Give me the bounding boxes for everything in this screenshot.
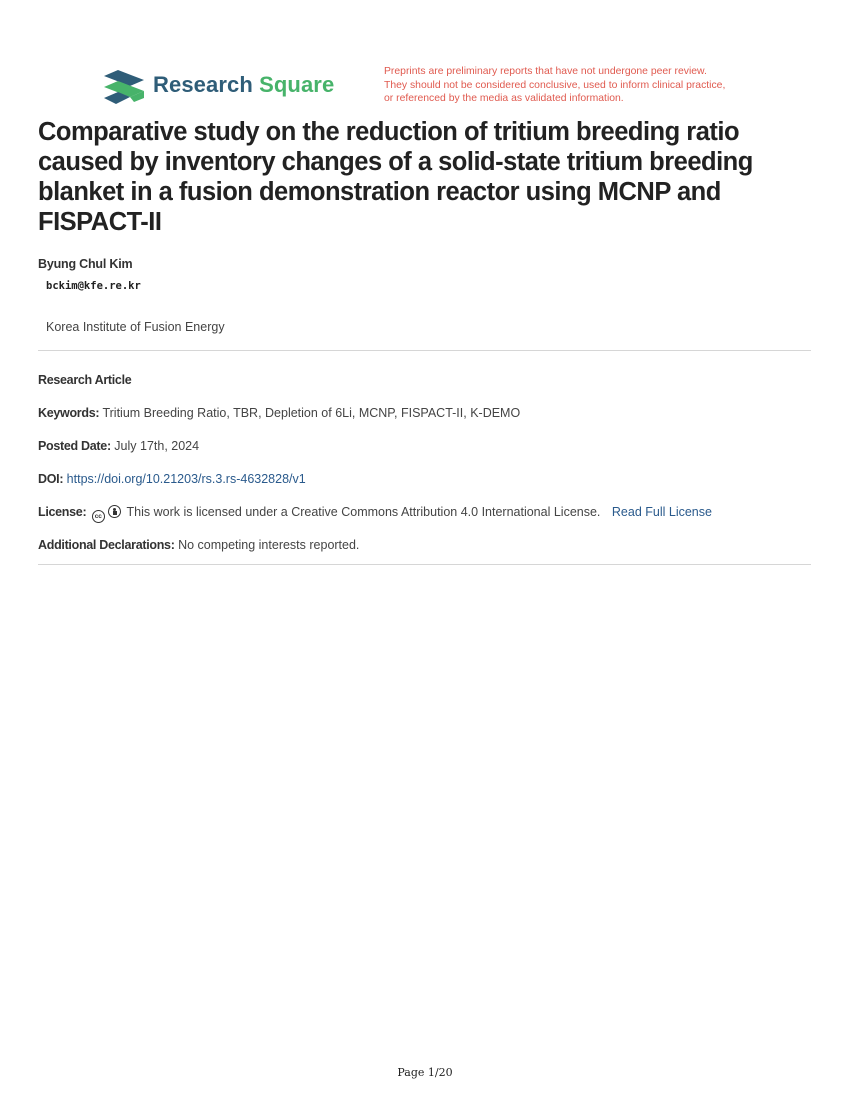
read-full-license-link[interactable]: Read Full License [611,505,712,519]
title-line: FISPACT-II [38,208,162,236]
declarations-row [38,538,359,552]
author-affiliation: Korea Institute of Fusion Energy [46,320,225,334]
article-type-label: Research Article [38,373,132,387]
disclaimer-line: They should not be considered conclusive, used to inform clinical practice, [384,79,726,91]
doi-link[interactable]: https://doi.org/10.21203/rs.3.rs-4632828/v1 [66,472,306,486]
article-title [38,117,808,237]
author-email[interactable]: bckim@kfe.re.kr [46,280,141,292]
title-line: blanket in a fusion demonstration reactor using MCNP and [38,178,721,206]
brand-research: Research [153,72,253,97]
header [0,0,850,110]
disclaimer-line: or referenced by the media as validated information. [384,93,624,105]
title-line: caused by inventory changes of a solid-state tritium breeding [38,148,753,176]
title-line: Comparative study on the reduction of tritium breeding ratio [38,118,740,146]
brand-square: Square [259,72,335,97]
posted-date-label: Posted Date: [38,439,111,453]
doi-row [38,472,306,486]
declarations-value: No competing interests reported. [178,538,360,552]
cc-icon: cc [92,510,105,523]
research-square-logo-icon [104,70,144,104]
license-text: This work is licensed under a Creative Commons Attribution 4.0 International License. [126,505,601,519]
posted-date-row [38,439,199,453]
divider [38,350,811,351]
divider [38,564,811,565]
license-row [38,505,712,523]
page-number: Page 1/20 [397,1066,453,1079]
keywords-value: Tritium Breeding Ratio, TBR, Depletion of 6Li, MCNP, FISPACT-II, K-DEMO [102,406,521,420]
author-name: Byung Chul Kim [38,257,133,271]
brand-name [153,72,334,98]
article-type [38,373,131,387]
by-icon [108,505,121,518]
declarations-label: Additional Declarations: [38,538,175,552]
posted-date-value: July 17th, 2024 [114,439,200,453]
disclaimer-line: Preprints are preliminary reports that have not undergone peer review. [384,66,707,77]
doi-label: DOI: [38,472,64,486]
license-label: License: [38,505,87,519]
preprint-disclaimer [384,65,814,106]
keywords-label: Keywords: [38,406,100,420]
keywords-row [38,406,520,420]
